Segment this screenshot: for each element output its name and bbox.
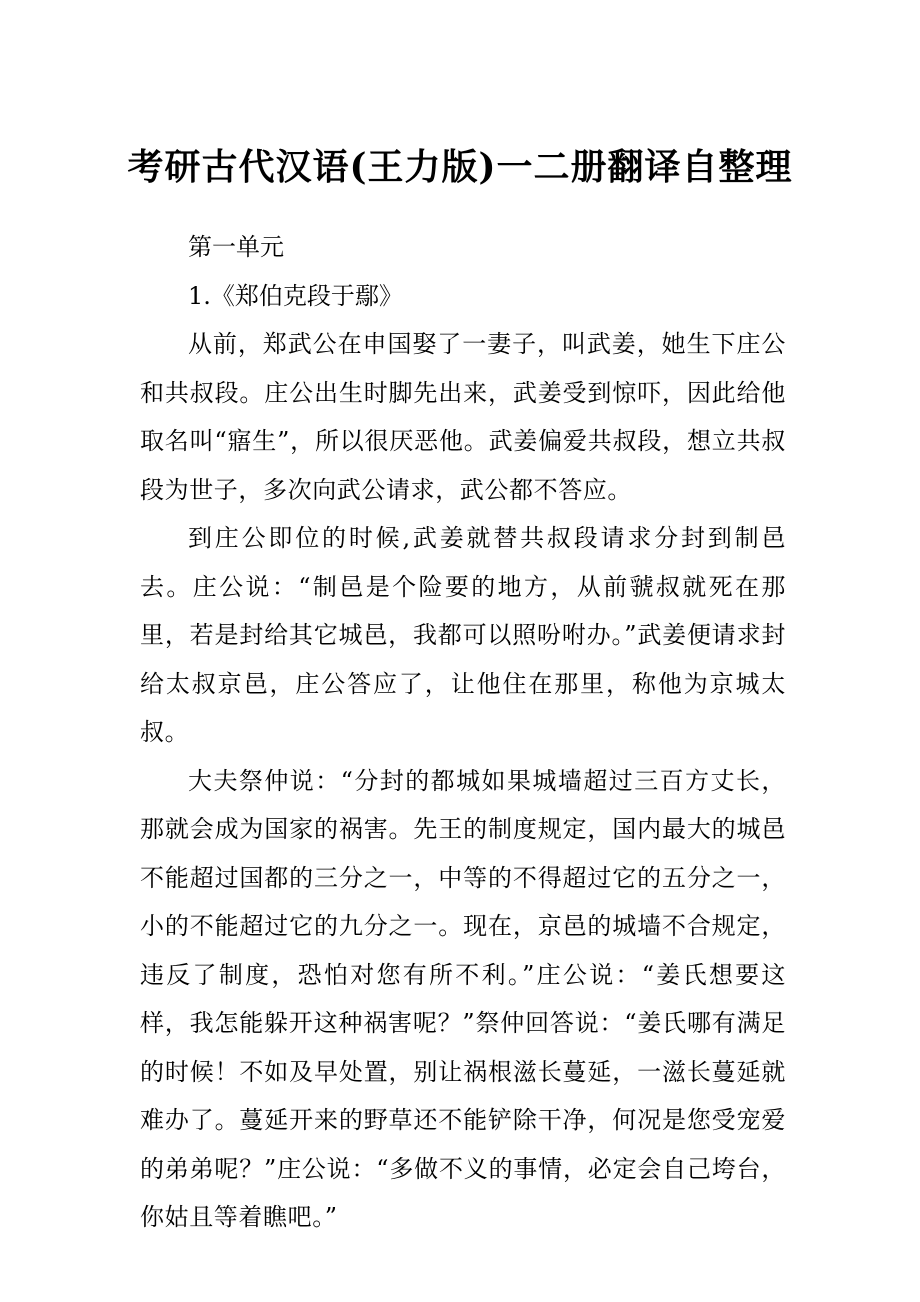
paragraph-3: 大夫祭仲说：“分封的都城如果城墙超过三百方丈长，那就会成为国家的祸害。先王的制度规定，国内最大的城邑不能超过国都的三分之一，中等的不得超过它的五分之一，小的不能超过它的九分之一。现在，京邑的城墙不合规定，违反了制度，恐怕对您有所不利。”庄公说：“姜氏想要这样，我怎能躲开这种祸害呢？”祭仲回答说：“姜氏哪有满足的时候！不如及早处置，别让祸根滋长蔓延，一滋长蔓延就难办了。蔓延开来的野草还不能铲除干净，何况是您受宠爱的弟弟呢？”庄公说：“多做不义的事情，必定会自己垮台，你姑且等着瞧吧。” [140,766,786,1231]
document-title: 考研古代汉语(王力版)一二册翻译自整理 [127,146,793,188]
lesson-heading: 1.《郑伯克段于鄢》 [188,281,403,310]
unit-heading: 第一单元 [188,233,284,261]
paragraph-2: 到庄公即位的时候,武姜就替共叔段请求分封到制邑去。庄公说：“制邑是个险要的地方，从前虢叔就死在那里，若是封给其它城邑，我都可以照吩咐办。”武姜便请求封给太叔京邑，庄公答应了，让他住在那里，称他为京城太叔。 [140,524,786,746]
document-body [140,223,786,1242]
paragraph-1: 从前，郑武公在申国娶了一妻子，叫武姜，她生下庄公和共叔段。庄公出生时脚先出来，武姜受到惊吓，因此给他取名叫“寤生”，所以很厌恶他。武姜偏爱共叔段，想立共叔段为世子，多次向武公请求，武公都不答应。 [140,330,786,504]
